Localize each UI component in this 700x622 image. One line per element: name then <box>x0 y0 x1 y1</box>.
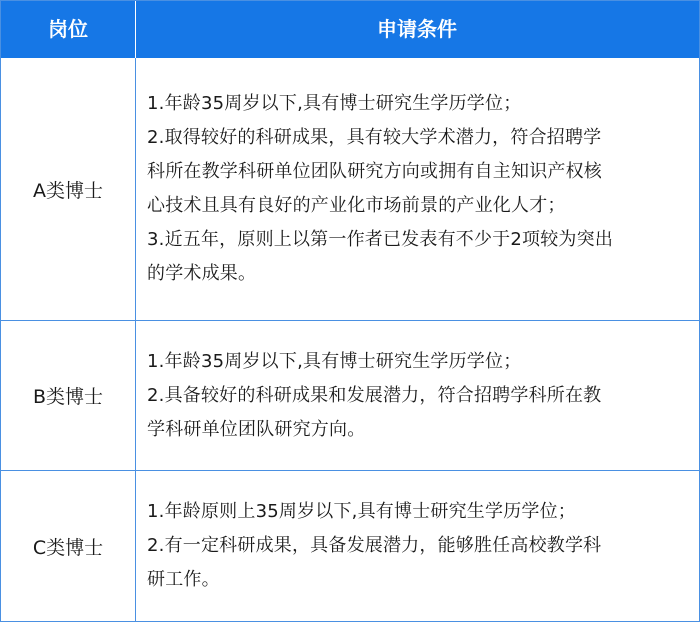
condition-line: 的学术成果。 <box>147 263 257 284</box>
condition-line: 心技术且具有良好的产业化市场前景的产业化人才； <box>147 195 566 216</box>
condition-line: 学科研单位团队研究方向。 <box>147 418 366 440</box>
table-row-c <box>1 471 699 621</box>
position-cell: C类博士 <box>32 536 104 559</box>
condition-line: 3.近五年，原则上以第一作者已发表有不少于2项较为突出 <box>147 229 614 250</box>
condition-line: 1.年龄35周岁以下,具有博士研究生学历学位； <box>147 350 522 372</box>
condition-line: 研工作。 <box>147 569 220 590</box>
conditions-cell <box>147 58 687 320</box>
condition-line: 科所在教学科研单位团队研究方向或拥有自主知识产权核 <box>147 161 602 182</box>
header-conditions: 申请条件 <box>377 17 457 41</box>
position-cell: A类博士 <box>33 179 103 202</box>
header-position: 岗位 <box>48 17 88 41</box>
conditions-cell <box>147 321 687 470</box>
table-header <box>1 1 699 58</box>
condition-line: 2.具备较好的科研成果和发展潜力，符合招聘学科所在教 <box>147 384 602 406</box>
position-cell: B类博士 <box>32 386 104 408</box>
condition-line: 2.取得较好的科研成果，具有较大学术潜力，符合招聘学 <box>147 127 602 148</box>
table-row-a <box>1 58 699 321</box>
condition-line: 1.年龄原则上35周岁以下,具有博士研究生学历学位； <box>147 501 576 522</box>
table-row-b <box>1 321 699 471</box>
conditions-cell <box>147 471 687 621</box>
condition-line: 2.有一定科研成果，具备发展潜力，能够胜任高校教学科 <box>147 535 602 556</box>
condition-line: 1.年龄35周岁以下,具有博士研究生学历学位； <box>147 93 522 114</box>
